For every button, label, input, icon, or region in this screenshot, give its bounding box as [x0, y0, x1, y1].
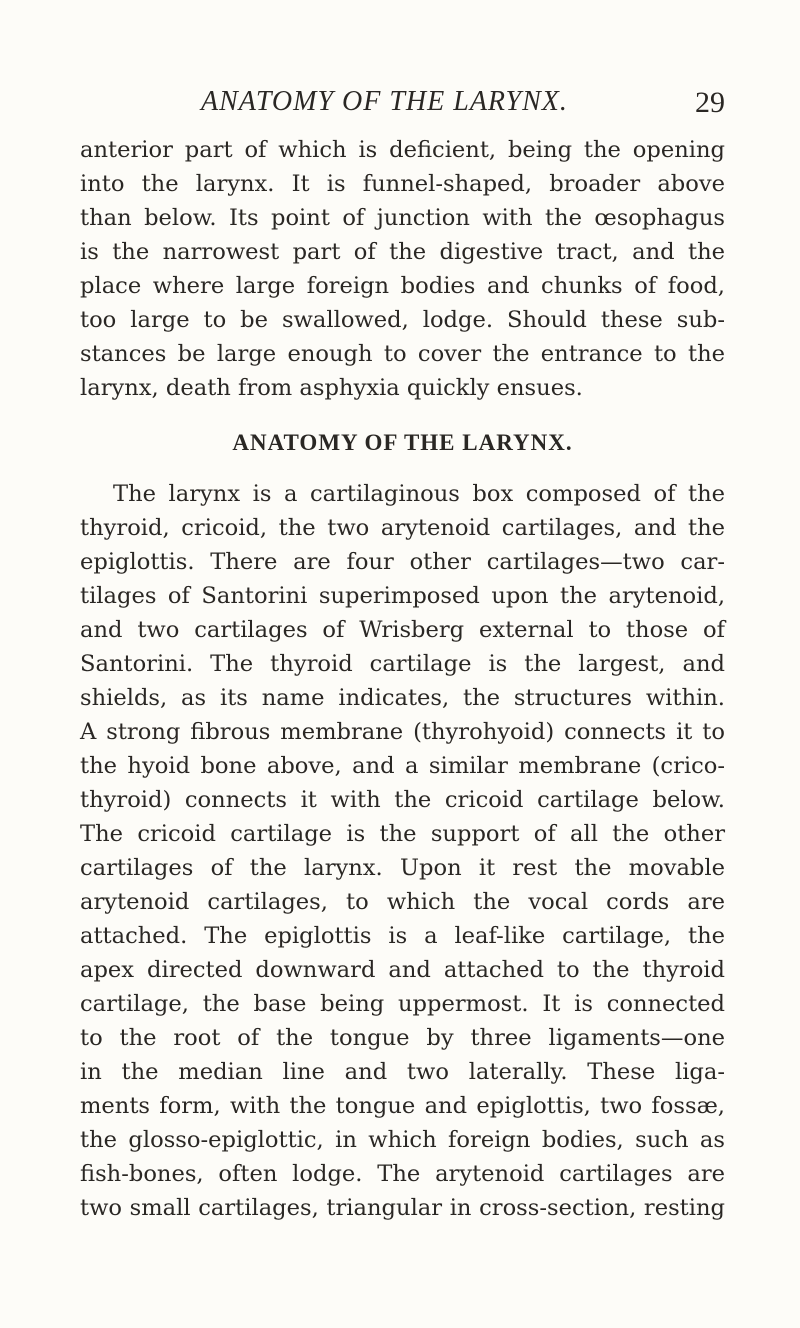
text-line: tilages of Santorini superimposed upon the arytenoid, — [80, 583, 725, 609]
text-line: larynx, death from asphyxia quickly ensues. — [80, 375, 583, 401]
section-heading: ANATOMY OF THE LARYNX. — [232, 430, 573, 455]
running-title: ANATOMY OF THE LARYNX. — [201, 86, 568, 117]
paragraph-1 — [80, 133, 725, 405]
text-line: fish-bones, often lodge. The arytenoid cartilages are — [80, 1161, 725, 1187]
running-header — [80, 86, 725, 126]
text-line: too large to be swallowed, lodge. Should these sub- — [80, 307, 725, 333]
text-line: arytenoid cartilages, to which the vocal cords are — [80, 889, 725, 915]
text-line: than below. Its point of junction with the œsophagus — [80, 205, 725, 231]
text-line: attached. The epiglottis is a leaf-like cartilage, the — [80, 923, 725, 949]
text-line: Santorini. The thyroid cartilage is the largest, and — [80, 651, 725, 677]
text-line: stances be large enough to cover the entrance to the — [80, 341, 725, 367]
text-line: A strong fibrous membrane (thyrohyoid) connects it to — [80, 719, 725, 745]
text-line: cartilage, the base being uppermost. It is connected — [80, 991, 725, 1017]
text-line: and two cartilages of Wrisberg external to those of — [80, 617, 725, 643]
text-line: shields, as its name indicates, the structures within. — [80, 685, 725, 711]
text-line: epiglottis. There are four other cartilages—two car- — [80, 549, 725, 575]
paragraph-2 — [80, 477, 725, 1225]
text-line: The larynx is a cartilaginous box composed of the — [113, 481, 725, 507]
text-line: ments form, with the tongue and epiglottis, two fossæ, — [80, 1093, 725, 1119]
page-number: 29 — [695, 86, 725, 119]
text-line: anterior part of which is deficient, being the opening — [80, 137, 725, 163]
body-text — [80, 133, 725, 1225]
text-line: place where large foreign bodies and chunks of food, — [80, 273, 725, 299]
text-line: the hyoid bone above, and a similar membrane (crico- — [80, 753, 725, 779]
text-line: thyroid, cricoid, the two arytenoid cartilages, and the — [80, 515, 725, 541]
text-line: into the larynx. It is funnel-shaped, broader above — [80, 171, 725, 197]
text-line: to the root of the tongue by three ligaments—one — [80, 1025, 725, 1051]
text-line: the glosso-epiglottic, in which foreign bodies, such as — [80, 1127, 725, 1153]
text-line: apex directed downward and attached to the thyroid — [80, 957, 725, 983]
text-line: in the median line and two laterally. These liga- — [80, 1059, 725, 1085]
text-line: The cricoid cartilage is the support of all the other — [80, 821, 725, 847]
text-line: thyroid) connects it with the cricoid cartilage below. — [80, 787, 725, 813]
text-line: is the narrowest part of the digestive tract, and the — [80, 239, 725, 265]
text-line: two small cartilages, triangular in cross-section, resting — [80, 1195, 725, 1221]
text-line: cartilages of the larynx. Upon it rest the movable — [80, 855, 725, 881]
